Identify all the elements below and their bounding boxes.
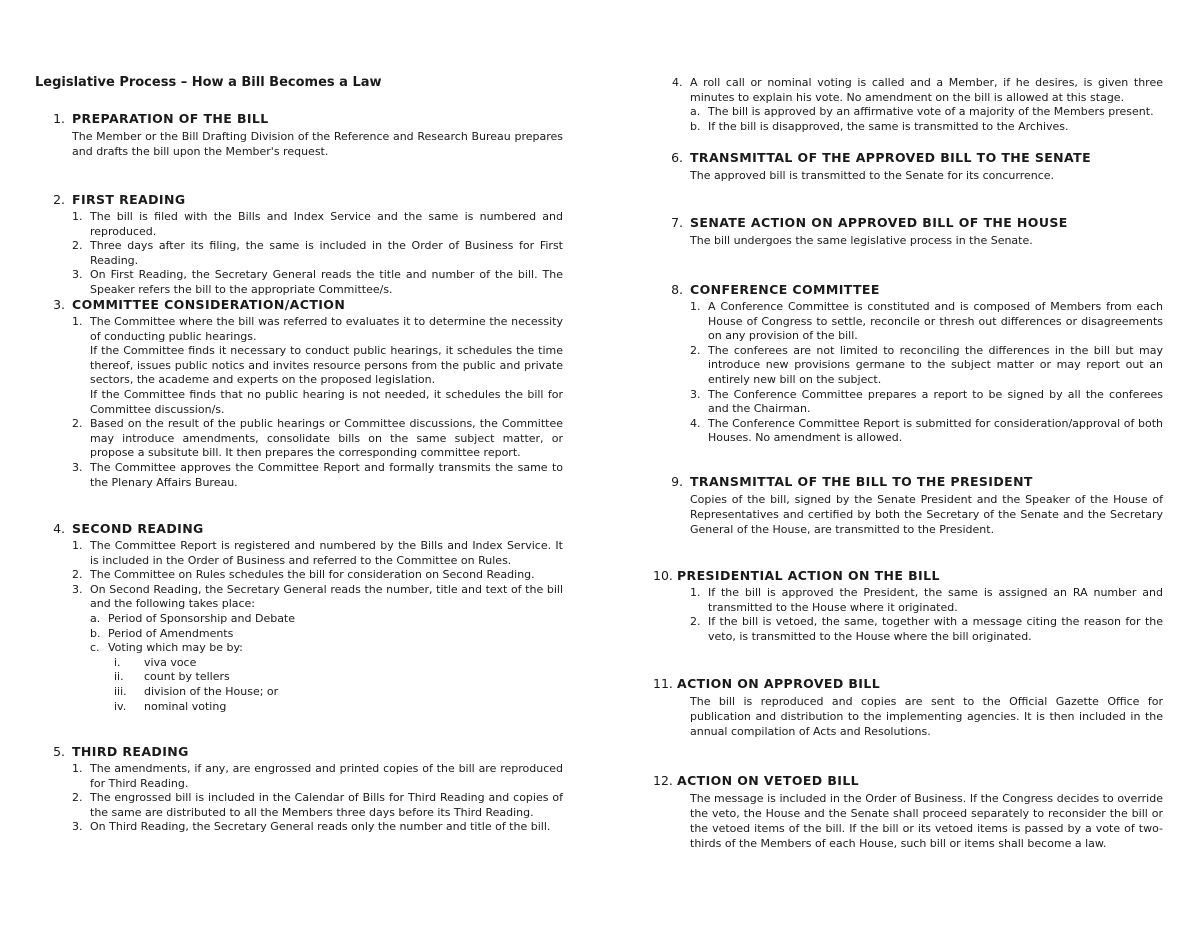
section-heading [35, 521, 563, 537]
section-number: 10. [653, 568, 673, 583]
section-conference-committee [653, 282, 1163, 446]
section-title: COMMITTEE CONSIDERATION/ACTION [72, 297, 346, 312]
sub-marker: a. [90, 611, 101, 625]
section-number: 5. [53, 744, 65, 759]
voting-item: iv. nominal voting [114, 699, 227, 713]
section-title: PREPARATION OF THE BILL [72, 111, 269, 126]
list-item: 1. The Committee Report is registered and numbered by the Bills and Index Service. It is included in the Order of Business and referred to the Committee on Rules. [72, 539, 563, 567]
list-item: 3. The Committee approves the Committee Report and formally transmits the same to the Plenary Affairs Bureau. [72, 460, 563, 489]
section-body: The approved bill is transmitted to the Senate for its concurrence. [690, 169, 1055, 182]
section-heading [35, 297, 563, 313]
list-marker: 4. [690, 416, 701, 430]
section-body: The Member or the Bill Drafting Division of the Reference and Research Bureau prepares and drafts the bill upon the Member's request. [72, 130, 563, 158]
sub-marker: a. [690, 105, 701, 119]
sub-item: b. If the bill is disapproved, the same is transmitted to the Archives. [690, 119, 1069, 133]
section-heading [653, 568, 1163, 584]
list-item: 1. If the bill is approved the President, the same is assigned an RA number and transmitted to the House where it originated. [690, 586, 1163, 614]
list-marker: 3. [690, 387, 701, 401]
section-committee [35, 297, 563, 490]
section-title: TRANSMITTAL OF THE APPROVED BILL TO THE SENATE [690, 150, 1092, 165]
sub-item: b. Period of Amendments [90, 626, 234, 640]
list-marker: 1. [72, 762, 83, 775]
section-title: ACTION ON APPROVED BILL [677, 676, 881, 691]
list-item: 4. The Conference Committee Report is submitted for consideration/approval of both Houses. No amendment is allowed. [690, 416, 1163, 445]
list-marker: 1. [72, 315, 83, 328]
list-marker: 1. [72, 210, 83, 223]
list-item: 1. The bill is filed with the Bills and Index Service and the same is numbered and reproduced. [72, 210, 563, 238]
section-presidential-action [653, 568, 1163, 644]
list-item: 3. On Second Reading, the Secretary General reads the number, title and text of the bill and the following takes place: [72, 582, 563, 611]
section-body: Copies of the bill, signed by the Senate President and the Speaker of the House of Representatives and certified by both the Secretary of the Senate and the Secretary General of the House, are transmitted to the President. [690, 493, 1163, 536]
section-heading [653, 773, 1163, 789]
list-item: 2. The Committee on Rules schedules the bill for consideration on Second Reading. [72, 568, 535, 582]
roman-marker: ii. [114, 670, 124, 684]
section-body: The message is included in the Order of Business. If the Congress decides to override the veto, the House and the Senate shall proceed separately to reconsider the bill or the vetoed items of the bill. If the bill or its vetoed items is passed by a vote of two-thirds of the Members of each House, such bill or items shall become a law. [690, 792, 1163, 850]
list-marker: 2. [690, 615, 701, 629]
section-heading [653, 676, 1163, 692]
list-marker: 2. [72, 239, 83, 253]
list-item-continuation: If the Committee finds that no public hearing is not needed, it schedules the bill for Committee discussion/s. [90, 387, 563, 416]
list-marker: 2. [72, 417, 83, 431]
section-heading [653, 150, 1163, 166]
section-heading [35, 744, 563, 760]
section-third-reading [35, 744, 563, 835]
section-number: 1. [53, 111, 65, 126]
list-marker: 4. [672, 76, 683, 89]
section-preparation [35, 111, 563, 159]
list-marker: 3. [72, 820, 83, 834]
third-reading-continued [653, 76, 1163, 134]
section-second-reading [35, 521, 563, 714]
list-item: 3. On Third Reading, the Secretary General reads only the number and title of the bill. [72, 820, 551, 834]
section-body: The bill undergoes the same legislative process in the Senate. [690, 234, 1033, 247]
sub-item: a. The bill is approved by an affirmative vote of a majority of the Members present. [690, 105, 1154, 119]
list-marker: 1. [690, 300, 701, 313]
roman-marker: iii. [114, 684, 127, 698]
section-title: FIRST READING [72, 192, 186, 207]
section-transmittal-president [653, 474, 1163, 537]
section-senate-action [653, 215, 1163, 248]
list-item: 1. The Committee where the bill was referred to evaluates it to determine the necessity of conducting public hearings. [72, 315, 563, 343]
section-title: PRESIDENTIAL ACTION ON THE BILL [677, 568, 940, 583]
list-marker: 1. [72, 539, 83, 552]
section-heading [35, 192, 563, 208]
section-title: SECOND READING [72, 521, 204, 536]
section-transmittal-senate [653, 150, 1163, 183]
sub-marker: b. [690, 119, 701, 133]
section-number: 6. [671, 150, 683, 165]
list-item-continuation: If the Committee finds it necessary to conduct public hearings, it schedules the time thereof, issues public notics and invites resource persons from the public and private sectors, the academe and experts on the proposed legislation. [90, 344, 563, 387]
sub-marker: b. [90, 626, 101, 640]
list-item: 4. A roll call or nominal voting is called and a Member, if he desires, is given three minutes to explain his vote. No amendment on the bill is allowed at this stage. [672, 76, 1163, 104]
section-heading [653, 282, 1163, 298]
list-marker: 2. [72, 791, 83, 805]
voting-item: i. viva voce [114, 655, 197, 669]
section-number: 7. [671, 215, 683, 230]
list-marker: 3. [72, 460, 83, 474]
section-number: 3. [53, 297, 65, 312]
document-title: Legislative Process – How a Bill Becomes a Law [35, 75, 382, 90]
list-marker: 2. [690, 343, 701, 357]
list-item: 2. The engrossed bill is included in the Calendar of Bills for Third Reading and copies of the same are distributed to all the Members three days before its Third Reading. [72, 791, 563, 819]
list-item: 2. The conferees are not limited to reconciling the differences in the bill but may introduce new provisions germane to the subject matter or may report out an entirely new bill on the subject. [690, 343, 1163, 386]
roman-marker: i. [114, 655, 121, 669]
voting-item: ii. count by tellers [114, 670, 230, 684]
section-action-approved [653, 676, 1163, 739]
roman-marker: iv. [114, 699, 127, 713]
section-first-reading [35, 192, 563, 298]
section-heading [653, 474, 1163, 490]
sub-marker: c. [90, 641, 100, 655]
section-title: ACTION ON VETOED BILL [677, 773, 860, 788]
sub-item: a. Period of Sponsorship and Debate [90, 611, 296, 625]
section-number: 8. [671, 282, 683, 297]
voting-item: iii. division of the House; or [114, 684, 279, 698]
section-body: The bill is reproduced and copies are sent to the Official Gazette Office for publication and distribution to the implementing agencies. It is then included in the annual compilation of Acts and Resolutions. [690, 695, 1163, 738]
section-action-vetoed [653, 773, 1163, 851]
section-heading [653, 215, 1163, 231]
list-marker: 3. [72, 582, 83, 596]
list-item: 1. A Conference Committee is constituted and is composed of Members from each House of Congress to settle, reconcile or thresh out differences or disagreements on any provision of the bill. [690, 300, 1163, 343]
section-title: CONFERENCE COMMITTEE [690, 282, 880, 297]
section-title: THIRD READING [72, 744, 189, 759]
list-marker: 2. [72, 568, 83, 582]
list-item: 2. Three days after its filing, the same is included in the Order of Business for First Reading. [72, 239, 563, 267]
list-marker: 3. [72, 268, 83, 282]
section-number: 9. [671, 474, 683, 489]
section-title: TRANSMITTAL OF THE BILL TO THE PRESIDENT [690, 474, 1033, 489]
list-item: 3. On First Reading, the Secretary General reads the title and number of the bill. The Speaker refers the bill to the appropriate Committee/s. [72, 268, 563, 296]
section-number: 11. [653, 676, 673, 691]
section-number: 2. [53, 192, 65, 207]
section-number: 4. [53, 521, 65, 536]
section-title: SENATE ACTION ON APPROVED BILL OF THE HOUSE [690, 215, 1068, 230]
list-item: 3. The Conference Committee prepares a report to be signed by all the conferees and the Chairman. [690, 387, 1163, 416]
list-item: 2. Based on the result of the public hearings or Committee discussions, the Committee may introduce amendments, consolidate bills on the same subject matter, or propose a subsitute bill. It then prepares the corresponding committee report. [72, 417, 563, 460]
sub-item: c. Voting which may be by: [90, 641, 243, 655]
section-number: 12. [653, 773, 673, 788]
section-heading [35, 111, 563, 127]
list-item: 2. If the bill is vetoed, the same, together with a message citing the reason for the veto, is transmitted to the House where the bill originated. [690, 615, 1163, 643]
list-marker: 1. [690, 586, 701, 599]
list-item: 1. The amendments, if any, are engrossed and printed copies of the bill are reproduced for Third Reading. [72, 762, 563, 790]
